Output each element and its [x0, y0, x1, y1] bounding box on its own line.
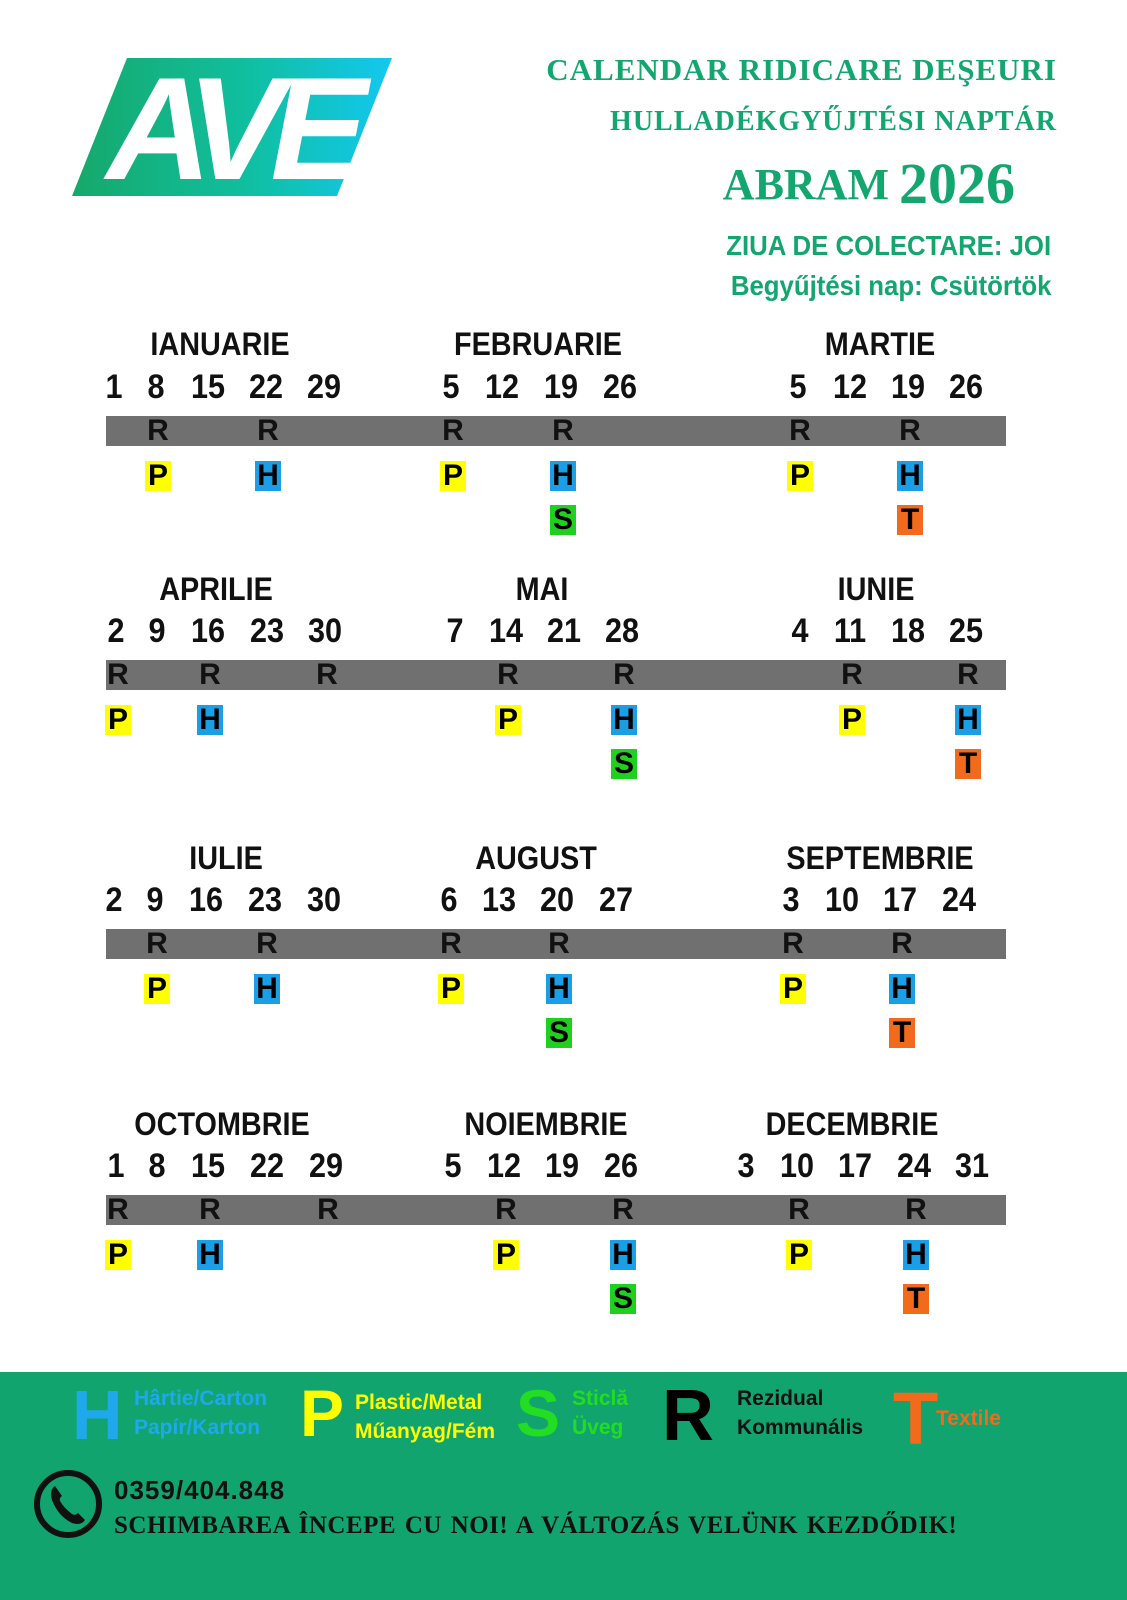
waste-tag-p: P	[105, 705, 131, 735]
collection-date: 26	[602, 368, 638, 406]
collection-date: 30	[306, 881, 342, 919]
residual-mark: R	[146, 927, 168, 960]
collection-date: 1	[107, 1147, 125, 1185]
year: 2026	[899, 151, 1015, 216]
collection-date: 5	[789, 368, 807, 406]
collection-date: 4	[791, 612, 809, 650]
collection-date: 21	[546, 612, 582, 650]
collection-date: 23	[247, 881, 283, 919]
collection-date: 20	[539, 881, 575, 919]
legend-label-r: Rezidual Kommunális	[737, 1387, 864, 1439]
waste-tag-p: P	[493, 1240, 519, 1270]
residual-mark: R	[905, 1193, 927, 1226]
collection-date: 5	[444, 1147, 462, 1185]
collection-date: 15	[190, 1147, 226, 1185]
collection-date: 19	[543, 368, 579, 406]
collection-date: 15	[190, 368, 226, 406]
collection-date: 24	[941, 881, 977, 919]
waste-tag-h: H	[955, 705, 981, 735]
collection-date: 6	[440, 881, 458, 919]
residual-mark: R	[891, 927, 913, 960]
legend-label-s: Sticlă Üveg	[572, 1387, 629, 1439]
collection-date: 16	[190, 612, 226, 650]
month-name: MAI	[515, 571, 569, 607]
residual-mark: R	[440, 927, 462, 960]
residual-mark: R	[782, 927, 804, 960]
waste-tag-h: H	[197, 705, 223, 735]
waste-tag-p: P	[145, 461, 171, 491]
phone-number: 0359/404.848	[114, 1475, 286, 1505]
residual-mark: R	[107, 658, 129, 691]
logo-text: AVE	[106, 58, 354, 196]
collection-date: 30	[307, 612, 343, 650]
residual-band	[106, 1195, 1006, 1225]
waste-tag-p: P	[780, 974, 806, 1004]
month-name: APRILIE	[159, 571, 273, 607]
collection-date: 10	[779, 1147, 815, 1185]
waste-tag-h: H	[889, 974, 915, 1004]
waste-tag-s: S	[546, 1018, 572, 1048]
waste-tag-p: P	[105, 1240, 131, 1270]
collection-date: 26	[603, 1147, 639, 1185]
residual-mark: R	[107, 1193, 129, 1226]
waste-tag-h: H	[610, 1240, 636, 1270]
locality-year	[723, 150, 1015, 217]
title-hu: HULLADÉKGYŰJTÉSI NAPTÁR	[610, 106, 1057, 137]
waste-tag-h: H	[254, 974, 280, 1004]
residual-mark: R	[497, 658, 519, 691]
residual-mark: R	[957, 658, 979, 691]
waste-tag-p: P	[787, 461, 813, 491]
residual-mark: R	[788, 1193, 810, 1226]
legend-letter-t: T	[893, 1377, 939, 1460]
collection-date: 17	[837, 1147, 873, 1185]
month-name: OCTOMBRIE	[134, 1106, 310, 1142]
collection-day-ro: ZIUA DE COLECTARE: JOI	[726, 230, 1051, 261]
collection-date: 27	[598, 881, 634, 919]
month-name: SEPTEMBRIE	[786, 840, 974, 876]
collection-date: 2	[105, 881, 123, 919]
residual-mark: R	[552, 414, 574, 447]
collection-date: 28	[604, 612, 640, 650]
waste-tag-h: H	[550, 461, 576, 491]
collection-date: 22	[248, 368, 284, 406]
collection-date: 26	[948, 368, 984, 406]
phone-icon	[33, 1469, 103, 1539]
collection-date: 25	[948, 612, 984, 650]
residual-mark: R	[199, 1193, 221, 1226]
legend-letter-h: H	[72, 1376, 123, 1454]
waste-tag-p: P	[839, 705, 865, 735]
legend-label-h: Hârtie/Carton Papír/Karton	[134, 1387, 268, 1439]
month-name: MARTIE	[824, 326, 936, 362]
collection-date: 29	[308, 1147, 344, 1185]
month-name: FEBRUARIE	[453, 326, 623, 362]
waste-tag-t: T	[955, 749, 981, 779]
waste-tag-h: H	[546, 974, 572, 1004]
residual-mark: R	[199, 658, 221, 691]
collection-date: 8	[148, 1147, 166, 1185]
residual-band	[106, 660, 1006, 690]
month-name: IULIE	[189, 840, 263, 876]
waste-tag-h: H	[197, 1240, 223, 1270]
collection-date: 13	[481, 881, 517, 919]
legend-label-p: Plastic/Metal Műanyag/Fém	[355, 1391, 496, 1443]
residual-mark: R	[841, 658, 863, 691]
collection-date: 23	[249, 612, 285, 650]
legend-letter-p: P	[300, 1376, 345, 1450]
residual-mark: R	[612, 1193, 634, 1226]
title-ro: CALENDAR RIDICARE DEŞEURI	[546, 52, 1057, 87]
collection-date: 17	[882, 881, 918, 919]
collection-date: 10	[824, 881, 860, 919]
collection-date: 18	[890, 612, 926, 650]
residual-mark: R	[316, 658, 338, 691]
residual-mark: R	[256, 927, 278, 960]
waste-tag-p: P	[786, 1240, 812, 1270]
residual-mark: R	[899, 414, 921, 447]
residual-mark: R	[257, 414, 279, 447]
collection-date: 31	[954, 1147, 990, 1185]
collection-date: 12	[832, 368, 868, 406]
waste-tag-t: T	[903, 1284, 929, 1314]
residual-mark: R	[613, 658, 635, 691]
collection-date: 19	[890, 368, 926, 406]
collection-date: 3	[782, 881, 800, 919]
month-name: DECEMBRIE	[765, 1106, 939, 1142]
month-name: IUNIE	[837, 571, 915, 607]
collection-date: 5	[442, 368, 460, 406]
waste-tag-h: H	[255, 461, 281, 491]
month-name: NOIEMBRIE	[464, 1106, 628, 1142]
locality: ABRAM	[722, 160, 889, 209]
collection-date: 9	[146, 881, 164, 919]
collection-date: 9	[148, 612, 166, 650]
waste-tag-p: P	[144, 974, 170, 1004]
waste-tag-s: S	[550, 505, 576, 535]
waste-tag-h: H	[903, 1240, 929, 1270]
collection-date: 24	[896, 1147, 932, 1185]
month-name: AUGUST	[475, 840, 597, 876]
waste-tag-p: P	[440, 461, 466, 491]
waste-tag-t: T	[889, 1018, 915, 1048]
waste-tag-p: P	[438, 974, 464, 1004]
waste-tag-s: S	[611, 749, 637, 779]
slogan: SCHIMBAREA ÎNCEPE CU NOI! A VÁLTOZÁS VELÜNK KEZDŐDIK!	[114, 1512, 958, 1539]
collection-date: 19	[544, 1147, 580, 1185]
collection-date: 16	[188, 881, 224, 919]
residual-mark: R	[147, 414, 169, 447]
collection-date: 12	[484, 368, 520, 406]
waste-tag-s: S	[610, 1284, 636, 1314]
legend-letter-r: R	[662, 1376, 714, 1456]
collection-date: 1	[105, 368, 123, 406]
ave-logo	[72, 58, 392, 196]
collection-date: 3	[737, 1147, 755, 1185]
collection-date: 12	[486, 1147, 522, 1185]
collection-day-hu: Begyűjtési nap: Csütörtök	[730, 270, 1051, 301]
waste-tag-t: T	[897, 505, 923, 535]
collection-date: 29	[306, 368, 342, 406]
residual-mark: R	[495, 1193, 517, 1226]
collection-date: 11	[833, 612, 867, 650]
legend-letter-s: S	[516, 1376, 561, 1450]
waste-tag-h: H	[611, 705, 637, 735]
residual-mark: R	[548, 927, 570, 960]
collection-date: 7	[446, 612, 464, 650]
residual-mark: R	[317, 1193, 339, 1226]
residual-mark: R	[789, 414, 811, 447]
legend-label-t: Textile	[936, 1407, 1001, 1430]
collection-date: 2	[107, 612, 125, 650]
residual-mark: R	[442, 414, 464, 447]
month-name: IANUARIE	[150, 326, 290, 362]
collection-date: 22	[249, 1147, 285, 1185]
waste-tag-p: P	[495, 705, 521, 735]
collection-date: 8	[147, 368, 165, 406]
collection-date: 14	[488, 612, 524, 650]
waste-tag-h: H	[897, 461, 923, 491]
